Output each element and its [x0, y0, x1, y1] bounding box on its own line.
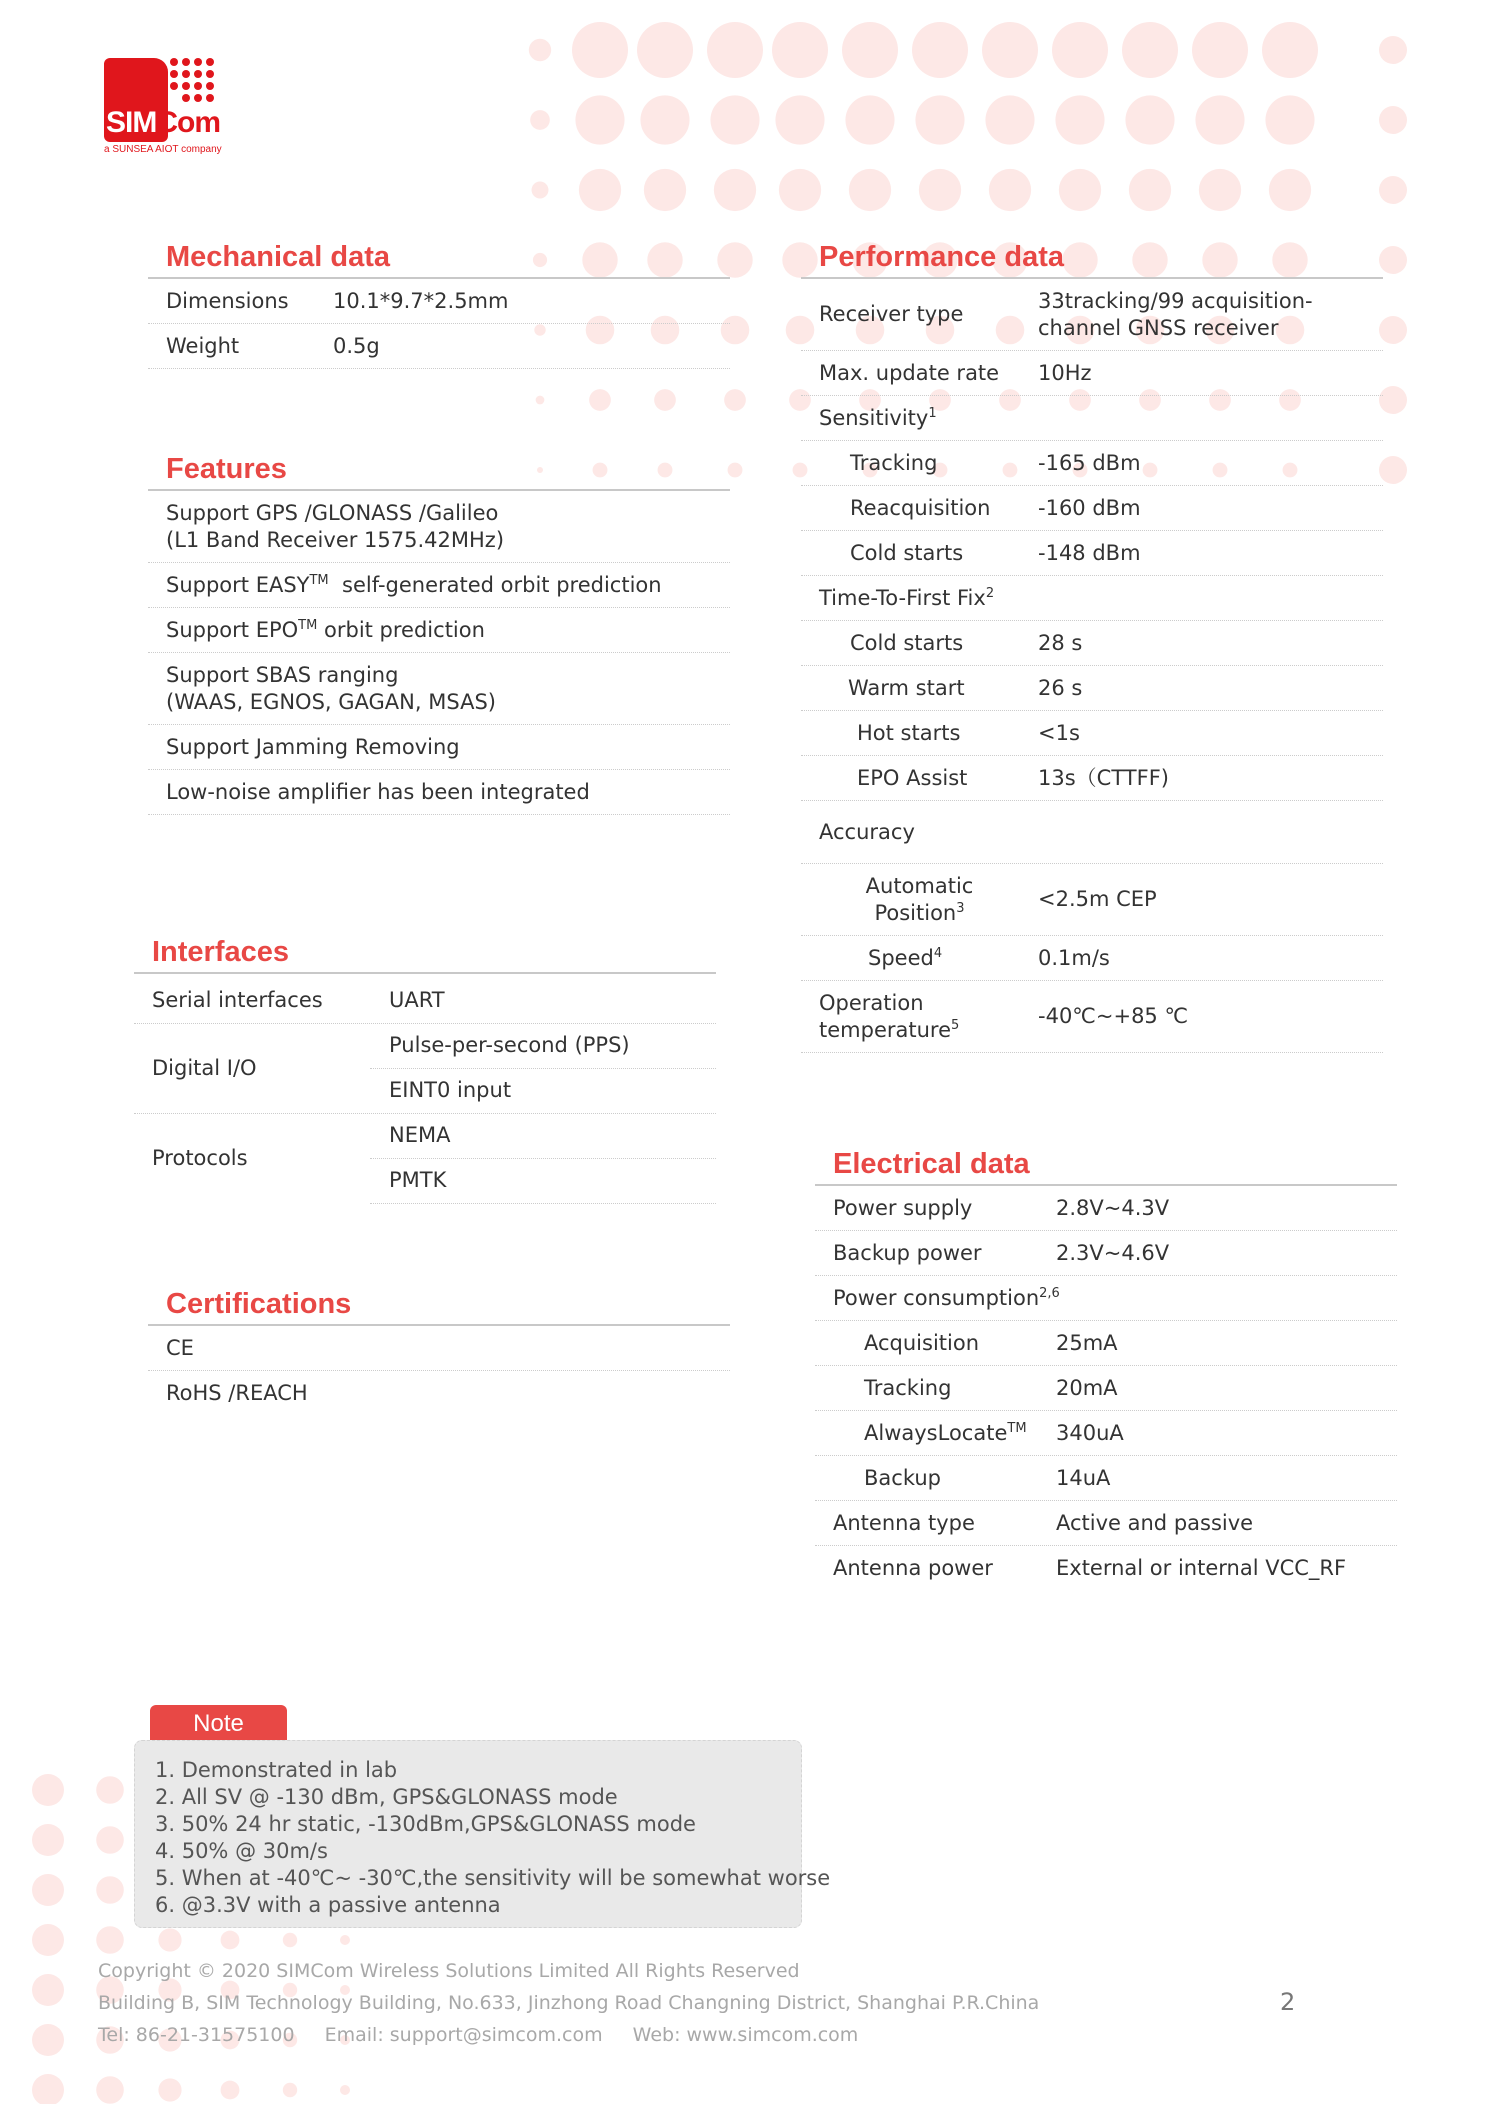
row-label: Serial interfaces	[152, 988, 323, 1012]
table-row	[801, 576, 1383, 621]
table-row	[801, 864, 1383, 936]
row-value: -160 dBm	[1038, 495, 1141, 520]
table-row	[801, 396, 1383, 441]
list-item	[148, 1371, 730, 1415]
row-value: 340uA	[1056, 1420, 1124, 1445]
row-value: EINT0 input	[389, 1078, 512, 1102]
row-label: AlwaysLocate™	[864, 1420, 1027, 1445]
row-label: Max. update rate	[819, 360, 1000, 385]
row-label: Backup	[864, 1465, 941, 1490]
row-value: 0.5g	[333, 333, 380, 358]
list-item	[148, 608, 730, 653]
row-value: Active and passive	[1056, 1510, 1254, 1535]
note-line: 5. When at -40℃~ -30℃,the sensitivity will be somewhat worse	[155, 1866, 831, 1890]
row-value: <1s	[1038, 720, 1080, 745]
row-value: 20mA	[1056, 1375, 1118, 1400]
row-label: Protocols	[152, 1146, 248, 1170]
electrical-data-section	[815, 1144, 1397, 1590]
table-row	[815, 1231, 1397, 1276]
row-label: Accuracy	[819, 819, 915, 844]
row-label: EPO Assist	[857, 765, 968, 790]
row-label: Antenna power	[833, 1555, 993, 1580]
mechanical-data-section	[148, 237, 730, 369]
table-row	[801, 351, 1383, 396]
row-label: Power consumption$^{2,6}$	[833, 1285, 1060, 1310]
table-row	[815, 1501, 1397, 1546]
section-title: Features	[166, 453, 287, 485]
row-label: Operation temperature$^5$	[819, 990, 960, 1042]
note-line: 6. @3.3V with a passive antenna	[155, 1893, 501, 1917]
list-item	[148, 491, 730, 563]
row-value: NEMA	[389, 1123, 451, 1147]
row-value: UART	[389, 988, 445, 1012]
row-divider	[370, 1158, 716, 1159]
row-label: Weight	[166, 333, 240, 358]
table-row	[815, 1186, 1397, 1231]
table-row	[801, 711, 1383, 756]
cert-text: CE	[166, 1335, 194, 1360]
certifications-section	[148, 1284, 730, 1415]
note-line: 2. All SV @ -130 dBm, GPS&GLONASS mode	[155, 1785, 618, 1809]
table-row	[148, 324, 730, 369]
row-label: Sensitivity$^1$	[819, 405, 937, 430]
feature-text: Support SBAS ranging (WAAS, EGNOS, GAGAN, MSAS)	[166, 662, 496, 714]
table-row	[801, 981, 1383, 1053]
row-value: -165 dBm	[1038, 450, 1141, 475]
table-row	[801, 486, 1383, 531]
table-row	[815, 1411, 1397, 1456]
table-row	[815, 1546, 1397, 1590]
note-line: 1. Demonstrated in lab	[155, 1758, 398, 1782]
section-title: Performance data	[819, 241, 1064, 273]
row-value: 25mA	[1056, 1330, 1118, 1355]
note-box	[134, 1740, 831, 1928]
footer-tel: Tel: 86-21-31575100	[98, 2024, 295, 2046]
row-label: Antenna type	[833, 1510, 975, 1535]
row-value: 10.1*9.7*2.5mm	[333, 288, 509, 313]
row-label: Cold starts	[850, 630, 964, 655]
row-label: Power supply	[833, 1195, 973, 1220]
table-row	[801, 756, 1383, 801]
page-number: 2	[1280, 1988, 1296, 2016]
table-row	[801, 621, 1383, 666]
logo-wordmark: SIMCom	[106, 106, 221, 139]
table-row	[801, 279, 1383, 351]
note-line: 4. 50% @ 30m/s	[155, 1839, 328, 1863]
feature-text: Support GPS /GLONASS /Galileo (L1 Band Receiver 1575.42MHz)	[166, 500, 505, 552]
row-value: <2.5m CEP	[1038, 887, 1157, 911]
section-title: Mechanical data	[166, 241, 391, 273]
feature-text: Support EPO™ orbit prediction	[166, 617, 485, 642]
row-divider	[370, 1068, 716, 1069]
table-row	[815, 1456, 1397, 1501]
row-divider	[134, 1113, 716, 1114]
cert-text: RoHS /REACH	[166, 1380, 308, 1405]
row-label: Automatic Position$^3$	[865, 873, 974, 925]
feature-text: Low-noise amplifier has been integrated	[166, 779, 590, 804]
row-value: 33tracking/99 acquisition- channel GNSS receiver	[1038, 288, 1313, 340]
performance-data-section	[801, 237, 1383, 1053]
table-row	[801, 936, 1383, 981]
row-label: Hot starts	[857, 720, 961, 745]
section-title: Interfaces	[152, 936, 290, 968]
row-label: Backup power	[833, 1240, 982, 1265]
row-label: Speed$^4$	[868, 945, 943, 970]
table-row	[815, 1366, 1397, 1411]
row-value: 28 s	[1038, 630, 1083, 655]
row-value: 0.1m/s	[1038, 945, 1110, 970]
row-value: -148 dBm	[1038, 540, 1141, 565]
footer-web: Web: www.simcom.com	[632, 2024, 859, 2046]
table-row	[815, 1321, 1397, 1366]
row-value: Pulse-per-second (PPS)	[389, 1033, 630, 1057]
note-line: 3. 50% 24 hr static, -130dBm,GPS&GLONASS mode	[155, 1812, 696, 1836]
table-row	[801, 666, 1383, 711]
list-item	[148, 563, 730, 608]
features-section	[148, 449, 730, 815]
row-label: Receiver type	[819, 302, 964, 326]
row-divider	[134, 1023, 716, 1024]
row-label: Cold starts	[850, 540, 964, 565]
row-label: Acquisition	[864, 1330, 980, 1355]
row-value: -40℃~+85 ℃	[1038, 1004, 1189, 1028]
row-label: Dimensions	[166, 288, 289, 313]
section-rule	[134, 972, 716, 974]
footer-email: Email: support@simcom.com	[324, 2024, 603, 2046]
row-label: Warm start	[848, 675, 965, 700]
row-label: Tracking	[850, 450, 938, 475]
table-row	[815, 1276, 1397, 1321]
row-label: Tracking	[864, 1375, 952, 1400]
row-value: 2.3V~4.6V	[1056, 1240, 1170, 1265]
list-item	[148, 653, 730, 725]
row-value: 13s（CTTFF)	[1038, 765, 1169, 790]
list-item	[148, 770, 730, 815]
note-tab: Note	[150, 1705, 287, 1743]
table-row	[801, 441, 1383, 486]
row-value: External or internal VCC_RF	[1056, 1555, 1347, 1580]
list-item	[148, 1326, 730, 1371]
simcom-logo	[104, 56, 234, 160]
footer-address: Building B, SIM Technology Building, No.633, Jinzhong Road Changning District, Shanghai P.R.China	[98, 1992, 1040, 2014]
table-row	[801, 531, 1383, 576]
row-value: PMTK	[389, 1168, 447, 1192]
table-row	[801, 801, 1383, 864]
list-item	[148, 725, 730, 770]
row-value: 10Hz	[1038, 360, 1092, 385]
table-row	[148, 279, 730, 324]
section-title: Certifications	[166, 1288, 352, 1320]
feature-text: Support Jamming Removing	[166, 734, 460, 759]
logo-tagline: a SUNSEA AIOT company	[104, 144, 222, 155]
row-label: Digital I/O	[152, 1056, 257, 1080]
row-value: 14uA	[1056, 1465, 1111, 1490]
footer-contact	[98, 2024, 858, 2046]
section-title: Electrical data	[833, 1148, 1030, 1180]
logo-dot-grid	[164, 56, 224, 108]
row-label: Reacquisition	[850, 495, 991, 520]
row-label: Time-To-First Fix$^2$	[819, 585, 995, 610]
row-value: 26 s	[1038, 675, 1083, 700]
row-value: 2.8V~4.3V	[1056, 1195, 1170, 1220]
feature-text: Support EASY™ self-generated orbit prediction	[166, 572, 662, 597]
row-divider	[370, 1203, 716, 1204]
footer-copyright: Copyright © 2020 SIMCom Wireless Solutions Limited All Rights Reserved	[98, 1960, 800, 1982]
